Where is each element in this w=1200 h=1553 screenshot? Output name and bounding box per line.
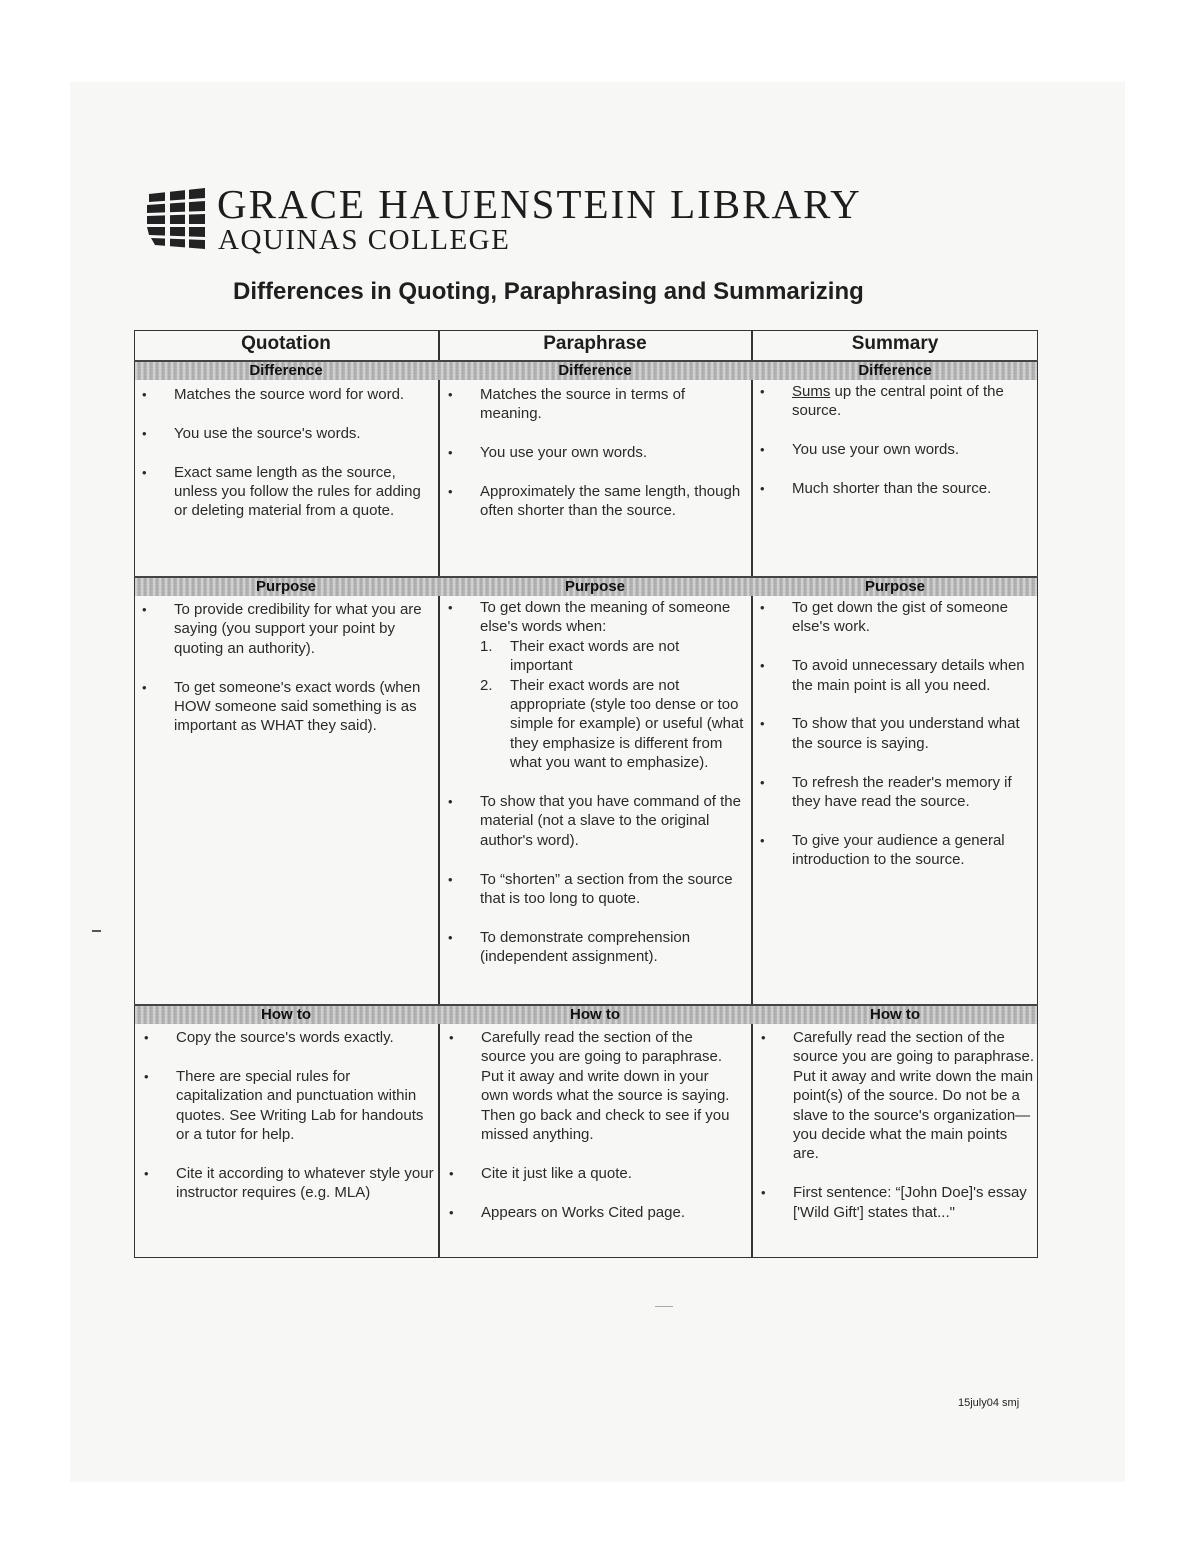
bullet-icon: •	[448, 929, 453, 945]
column-divider	[751, 330, 753, 1258]
paraphrase-difference-cell	[442, 385, 742, 540]
paraphrase-how-to-cell	[443, 1028, 737, 1241]
bullet-icon: •	[142, 602, 147, 617]
library-logo-icon	[145, 186, 213, 252]
quotation-difference-cell	[136, 385, 432, 540]
summary-how-to-cell	[755, 1028, 1036, 1241]
list-item: • First sentence: “[John Doe]'s essay ['Wild Gift'] states that..."	[761, 1184, 1027, 1221]
list-item: • To give your audience a general introduction to the source.	[760, 831, 1005, 869]
list-item: • Carefully read the section of the source you are going to paraphrase. Put it away and write down the main point(s) of the source. Do not be a slave to the source's organization—you decide what the main points are.	[761, 1029, 1034, 1163]
paraphrase-purpose-cell	[442, 598, 744, 986]
list-item: • To avoid unnecessary details when the main point is all you need.	[760, 657, 1025, 694]
list-item: • Exact same length as the source, unless you follow the rules for adding or deleting material from a quote.	[142, 463, 421, 520]
bullet-icon: •	[449, 1204, 454, 1220]
numbered-list	[480, 637, 744, 773]
bullet-icon: •	[760, 832, 765, 848]
library-header	[145, 180, 945, 260]
quotation-how-to-cell	[138, 1028, 436, 1222]
summary-purpose-cell	[754, 598, 1034, 889]
list-item: • To get down the meaning of someone else's words when: 1. Their exact words are not important 2. Their exact words are not appropriate (style too dense or too simple for example) or useful (what they emphasize is different from what you want to emphasize).	[448, 599, 744, 772]
list-item: • Approximately the same length, though often shorter than the source.	[448, 483, 741, 520]
section-label-how-to: How to	[261, 1006, 311, 1023]
bullet-icon: •	[142, 425, 147, 441]
column-header-paraphrase: Paraphrase	[543, 333, 647, 354]
column-divider	[438, 330, 440, 1258]
section-label-difference: Difference	[858, 362, 932, 379]
list-item: • Sums up the central point of the source.	[760, 383, 1004, 420]
bullet-icon: •	[760, 384, 765, 399]
list-item: • To show that you understand what the source is saying.	[760, 715, 1020, 752]
list-item: • Copy the source's words exactly.	[144, 1029, 394, 1046]
bullet-icon: •	[448, 484, 453, 499]
list-item: • To “shorten” a section from the source that is too long to quote.	[448, 870, 733, 908]
bullet-icon: •	[448, 871, 453, 887]
section-label-how-to: How to	[870, 1006, 920, 1023]
list-item: • Cite it just like a quote.	[449, 1164, 632, 1182]
bullet-icon: •	[448, 387, 453, 402]
list-item: • To get someone's exact words (when HOW someone said something is as important as WHAT they said).	[142, 678, 421, 735]
bullet-icon: •	[144, 1030, 149, 1045]
footer-code: 15july04 smj	[958, 1397, 1020, 1409]
section-label-difference: Difference	[558, 362, 632, 379]
list-item: • To refresh the reader's memory if they have read the source.	[760, 773, 1012, 811]
list-item: • Much shorter than the source.	[760, 480, 992, 497]
scan-speck	[655, 1306, 673, 1307]
bullet-icon: •	[760, 442, 765, 458]
bullet-icon: •	[761, 1030, 766, 1045]
bullet-icon: •	[760, 658, 765, 674]
list-item: • To show that you have command of the material (not a slave to the original author's word).	[448, 793, 741, 849]
bullet-icon: •	[142, 679, 147, 695]
list-item: • You use your own words.	[448, 444, 648, 462]
list-item: • To get down the gist of someone else's work.	[760, 599, 1008, 636]
section-label-purpose: Purpose	[564, 578, 625, 595]
list-item: • To demonstrate comprehension (independent assignment).	[448, 928, 691, 966]
comparison-table	[134, 330, 1038, 1258]
summary-difference-cell	[754, 382, 1032, 518]
section-label-purpose: Purpose	[255, 578, 316, 595]
quotation-purpose-cell	[136, 600, 432, 755]
bullet-icon: •	[144, 1165, 149, 1181]
list-item: • Matches the source word for word.	[142, 386, 405, 403]
list-item: • Appears on Works Cited page.	[449, 1203, 686, 1221]
list-item: 2. Their exact words are not appropriate (style too dense or too simple for example) or useful (what they emphasize is different from what you want to emphasize).	[480, 676, 744, 772]
college-name: AQUINAS COLLEGE	[218, 224, 511, 256]
section-label-purpose: Purpose	[864, 578, 925, 595]
bullet-icon: •	[761, 1185, 766, 1201]
list-item: • Matches the source in terms of meaning.	[448, 386, 686, 423]
bullet-icon: •	[448, 794, 453, 810]
bullet-icon: •	[760, 600, 765, 615]
list-item: • There are special rules for capitalization and punctuation within quotes. See Writing Lab for handouts or a tutor for help.	[144, 1067, 424, 1144]
bullet-icon: •	[760, 716, 765, 732]
bullet-icon: •	[760, 774, 765, 790]
list-item: • To provide credibility for what you are saying (you support your point by quoting an authority).	[142, 601, 422, 657]
bullet-icon: •	[448, 445, 453, 461]
bullet-icon: •	[144, 1068, 149, 1084]
list-item: • Cite it according to whatever style your instructor requires (e.g. MLA)	[144, 1164, 434, 1202]
bullet-icon: •	[142, 464, 147, 480]
bullet-icon: •	[449, 1030, 454, 1045]
bullet-icon: •	[449, 1165, 454, 1181]
column-header-summary: Summary	[851, 333, 939, 354]
column-header-quotation: Quotation	[241, 333, 331, 354]
scan-speck	[92, 930, 101, 932]
section-label-how-to: How to	[570, 1006, 620, 1023]
list-item: • Carefully read the section of the source you are going to paraphrase. Put it away and write down in your own words what the source is saying. Then go back and check to see if you missed anything.	[449, 1029, 730, 1144]
list-item: • You use your own words.	[760, 441, 960, 459]
list-item: • You use the source's words.	[142, 424, 361, 442]
section-label-difference: Difference	[249, 362, 323, 379]
library-name: GRACE HAUENSTEIN LIBRARY	[217, 181, 862, 227]
bullet-icon: •	[760, 481, 765, 496]
list-item: 1. Their exact words are not important	[480, 637, 680, 675]
bullet-icon: •	[448, 600, 453, 615]
bullet-icon: •	[142, 387, 147, 402]
document-title: Differences in Quoting, Paraphrasing and Summarizing	[233, 278, 864, 305]
